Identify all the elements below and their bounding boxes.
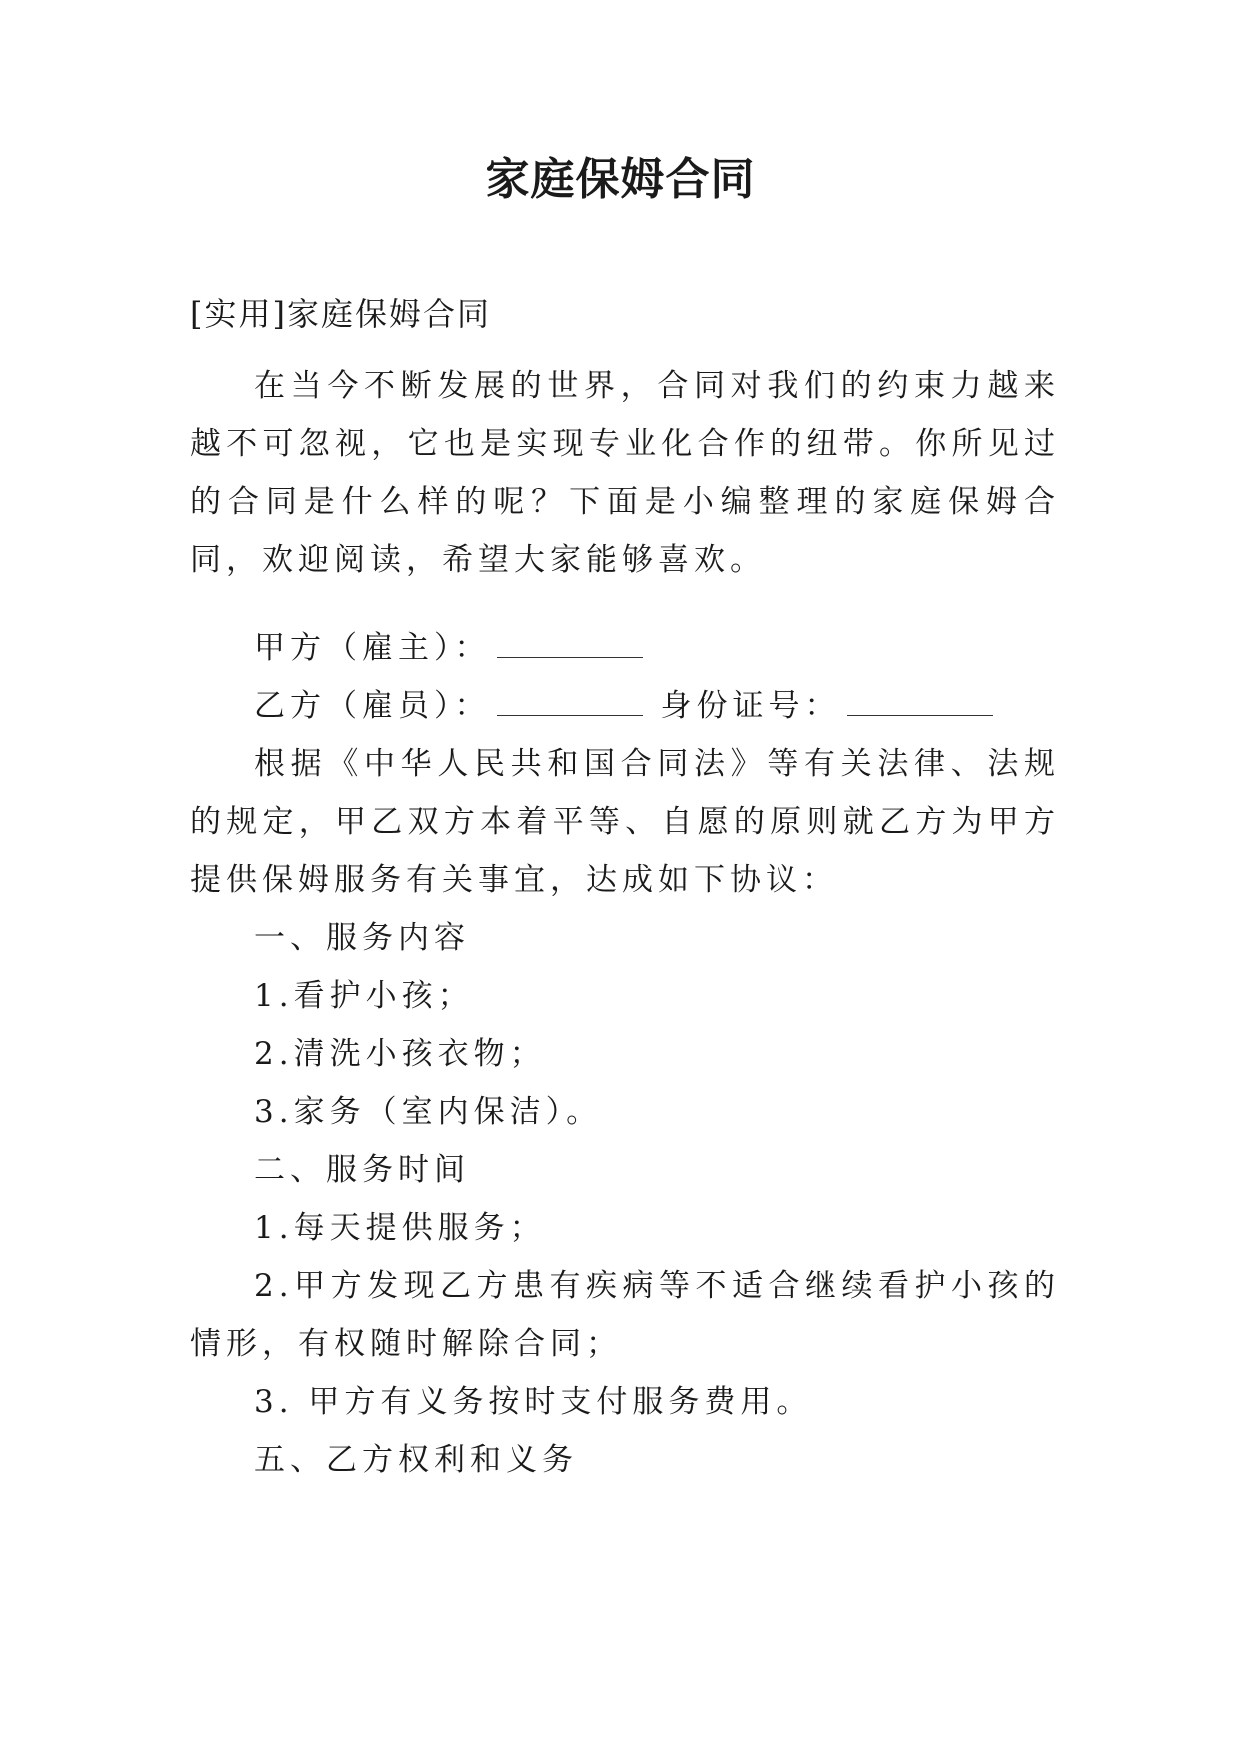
basis-paragraph: 根据《中华人民共和国合同法》等有关法律、法规的规定，甲乙双方本着平等、自愿的原则就乙方为甲方提供保姆服务有关事宜，达成如下协议： bbox=[190, 746, 1060, 898]
party-a-blank bbox=[497, 627, 643, 658]
section2-item: 2.甲方发现乙方患有疾病等不适合继续看护小孩的情形，有权随时解除合同； bbox=[190, 1268, 1060, 1362]
document-title: 家庭保姆合同 bbox=[485, 154, 756, 205]
id-number-label: 身份证号： bbox=[660, 688, 841, 724]
document-subtitle: [实用]家庭保姆合同 bbox=[190, 295, 491, 333]
party-a-line bbox=[190, 619, 1124, 677]
section1-item: 2.清洗小孩衣物； bbox=[254, 1036, 546, 1072]
intro-paragraph: 在当今不断发展的世界，合同对我们的约束力越来越不可忽视，它也是实现专业化合作的纽带。你所见过的合同是什么样的呢？下面是小编整理的家庭保姆合同，欢迎阅读，希望大家能够喜欢。 bbox=[190, 368, 1060, 578]
section2-heading: 二、服务时间 bbox=[254, 1152, 470, 1188]
party-a-label: 甲方（雇主）： bbox=[254, 630, 491, 666]
section2-item: 3. 甲方有义务按时支付服务费用。 bbox=[254, 1384, 813, 1420]
section1-item: 1.看护小孩； bbox=[254, 978, 474, 1014]
section1-item: 3.家务（室内保洁）。 bbox=[254, 1094, 603, 1130]
party-b-blank bbox=[497, 685, 643, 716]
section2-item: 1.每天提供服务； bbox=[254, 1210, 546, 1246]
section1-heading: 一、服务内容 bbox=[254, 920, 470, 956]
section5-heading: 五、乙方权利和义务 bbox=[254, 1442, 578, 1478]
id-number-blank bbox=[847, 685, 993, 716]
party-b-line bbox=[190, 677, 1124, 735]
party-b-label: 乙方（雇员）： bbox=[254, 688, 491, 724]
